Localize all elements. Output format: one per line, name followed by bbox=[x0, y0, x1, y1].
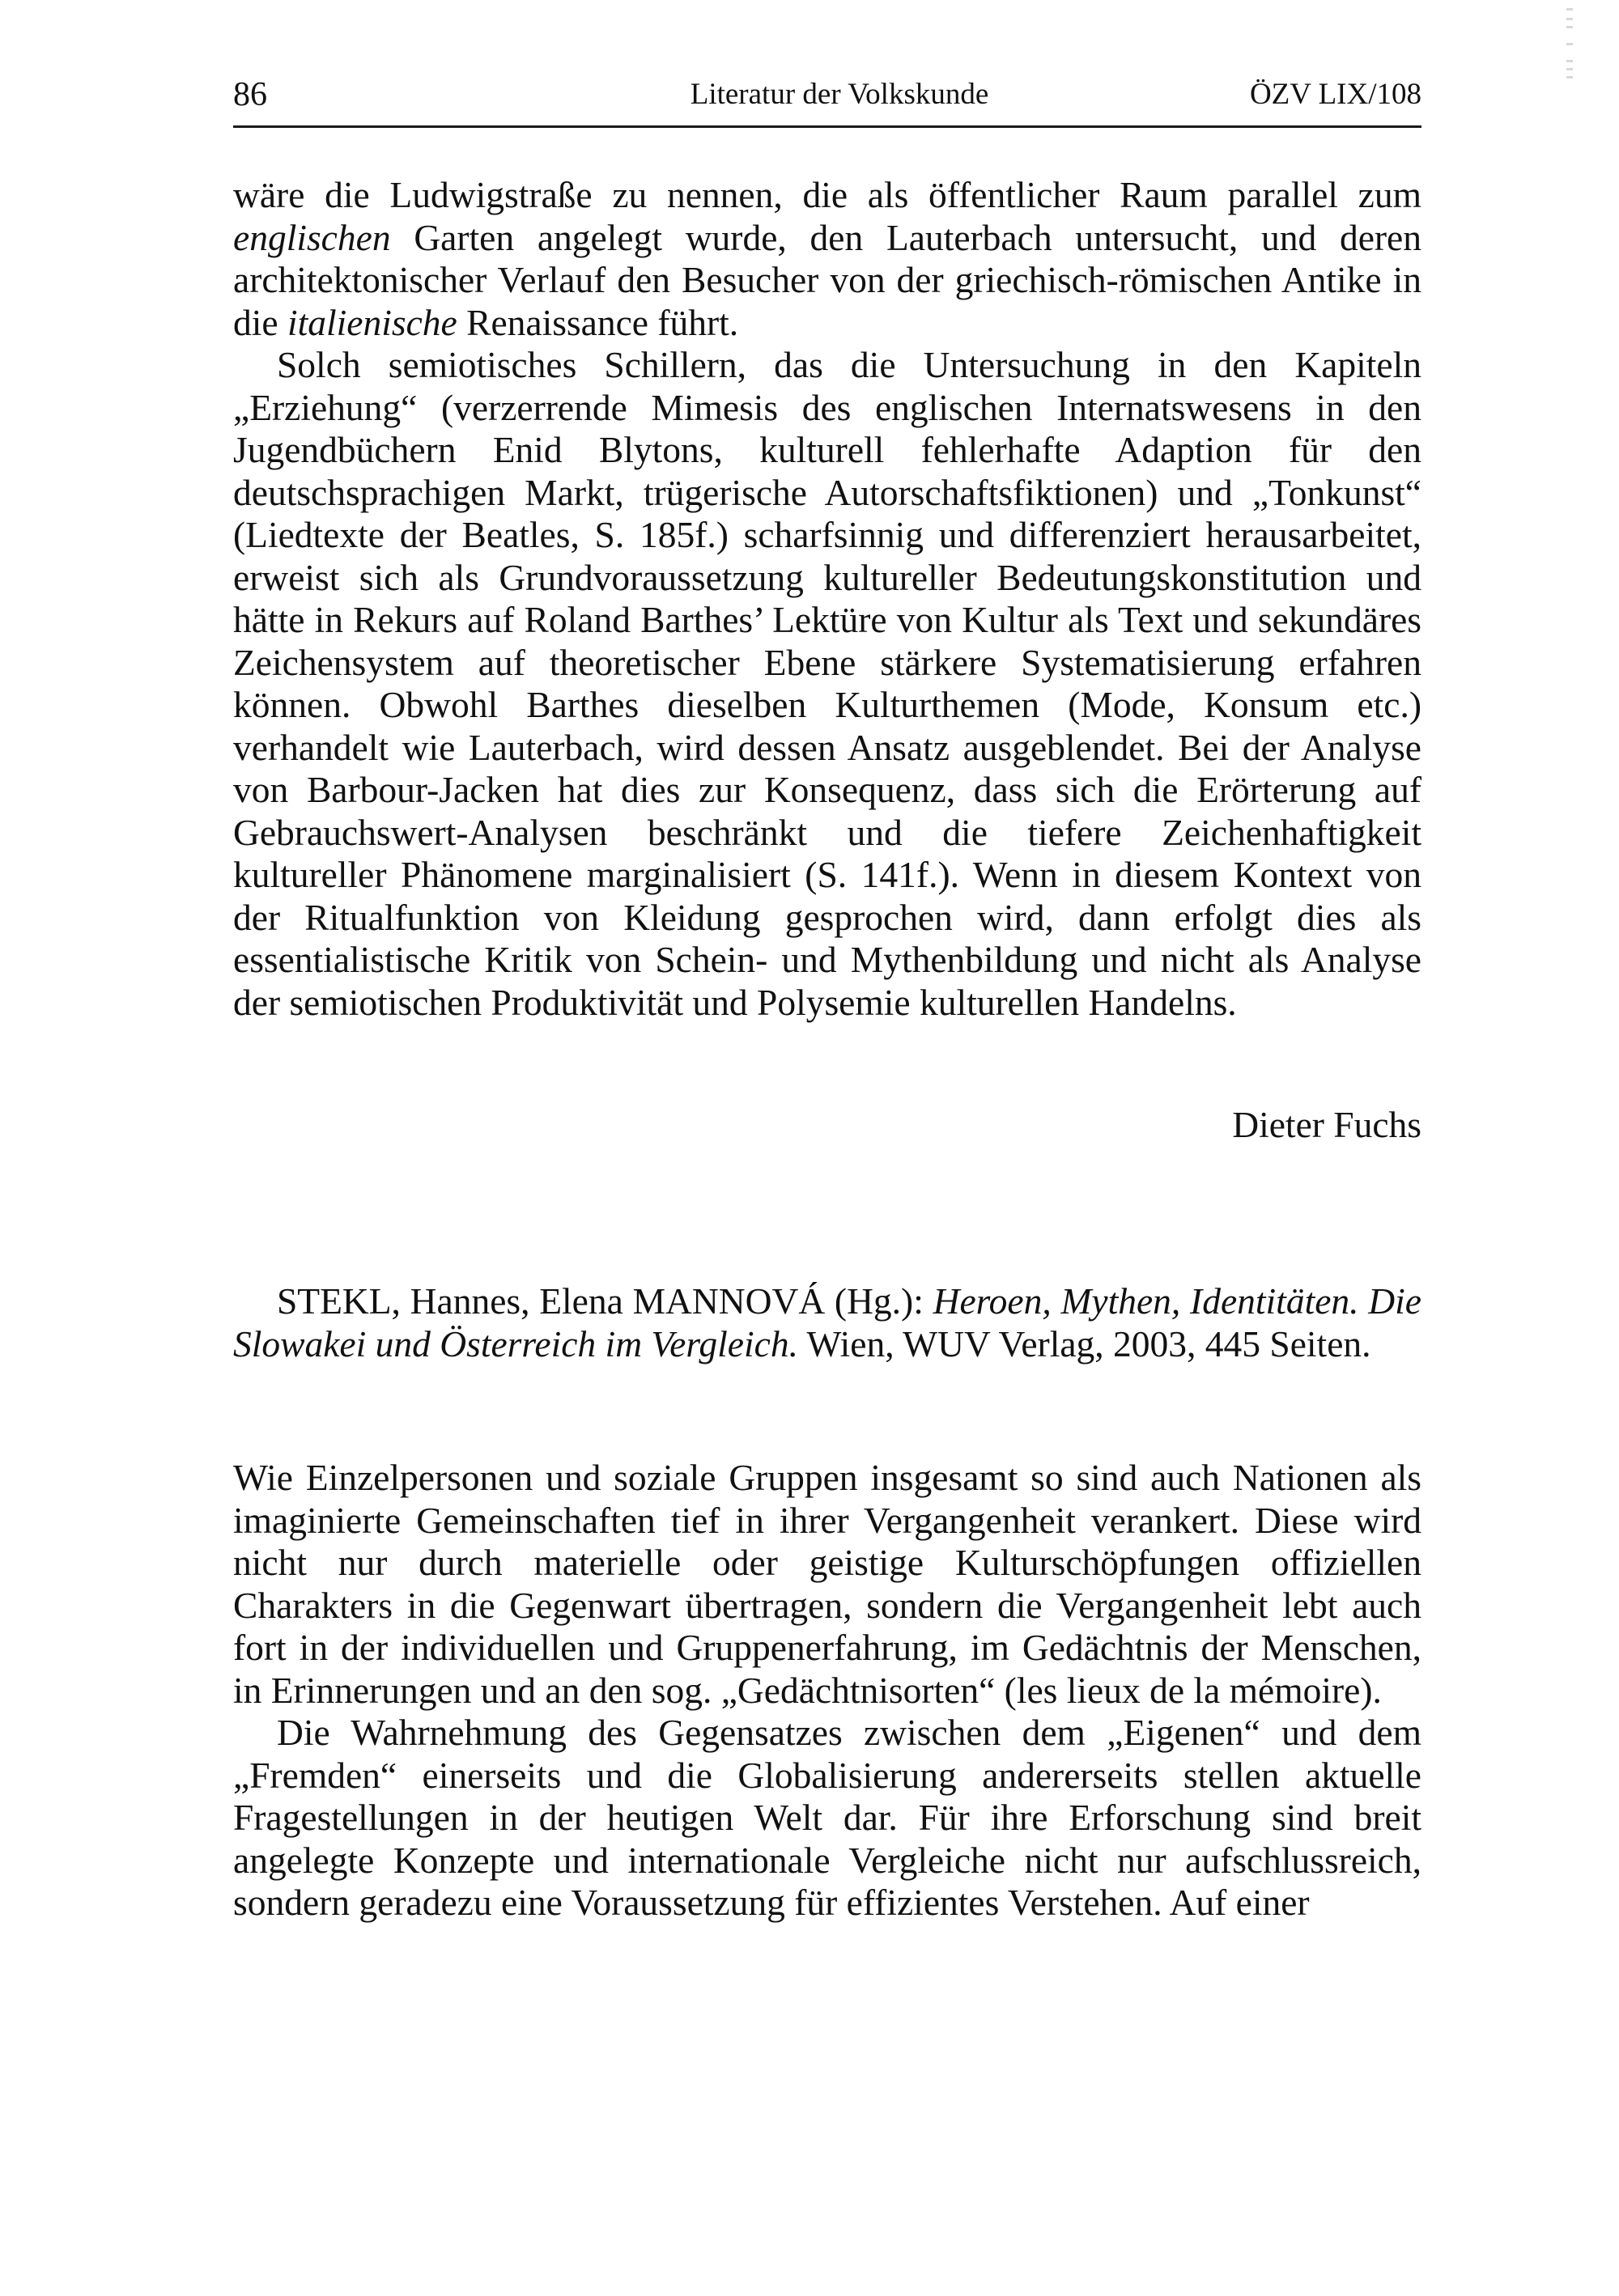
review-1-body bbox=[233, 174, 1421, 1024]
review-1-paragraph-1: wäre die Ludwigstraße zu nennen, die als öffentlicher Raum parallel zum englischen Garten angelegt wurde, den Lauterbach untersucht, und deren architektonischer Verlauf den Besucher von der griechisch-römischen Antike in die italienische Renaissance führt. bbox=[233, 174, 1421, 343]
publication-info: Wien, WUV Verlag, 2003, 445 Seiten. bbox=[797, 1322, 1371, 1364]
editors: STEKL, Hannes, Elena MANNOVÁ (Hg.): bbox=[277, 1280, 933, 1322]
bibliographic-entry bbox=[233, 1280, 1421, 1365]
review-1-paragraph-2: Solch semiotisches Schillern, das die Untersuchung in den Kapiteln „Erziehung“ (verzerrende Mimesis des englischen Internatswesens in den Jugendbüchern Enid Blytons, kulturell fehlerhafte Adaption für den deutschsprachigen Markt, trügerische Autorschaftsfiktionen) und „Tonkunst“ (Liedtexte der Beatles, S. 185f.) scharfsinnig und differenziert herausarbeitet, erweist sich als Grundvoraussetzung kultureller Bedeutungskonstitution und hätte in Rekurs auf Roland Barthes’ Lektüre von Kultur als Text und sekundäres Zeichensystem auf theoretischer Ebene stärkere Systematisierung erfahren können. Obwohl Barthes dieselben Kulturthemen (Mode, Konsum etc.) verhandelt wie Lauterbach, wird dessen Ansatz ausgeblendet. Bei der Analyse von Barbour-Jacken hat dies zur Konsequenz, dass sich die Erörterung auf Gebrauchswert-Analysen beschränkt und die tiefere Zeichenhaftigkeit kultureller Phänomene marginalisiert (S. 141f.). Wenn in diesem Kontext von der Ritualfunktion von Kleidung gesprochen wird, dann erfolgt dies als essentialistische Kritik von Schein- und Mythenbildung und nicht als Analyse der semiotischen Produktivität und Polysemie kulturellen Handelns. bbox=[233, 344, 1421, 1023]
page-number: 86 bbox=[233, 76, 267, 113]
review-2-paragraph-2: Die Wahrnehmung des Gegensatzes zwischen dem „Eigenen“ und dem „Fremden“ einerseits und die Globalisierung andererseits stellen aktuelle Fragestellungen in der heutigen Welt dar. Für ihre Erforschung sind breit angelegte Konzepte und internationale Vergleiche nicht nur aufschlussreich, sondern geradezu eine Voraussetzung für effizientes Verstehen. Auf einer bbox=[233, 1712, 1421, 1923]
italic-term: englischen bbox=[233, 216, 391, 258]
review-2-paragraph-1: Wie Einzelpersonen und soziale Gruppen insgesamt so sind auch Nationen als imaginierte Gemeinschaften tief in ihrer Vergangenheit verankert. Diese wird nicht nur durch materielle oder geistige Kulturschöpfungen offiziellen Charakters in die Gegenwart übertragen, sondern die Vergangenheit lebt auch fort in der individuellen und Gruppenerfahrung, im Gedächtnis der Menschen, in Erinnerungen und an den sog. „Gedächtnisorten“ (les lieux de la mémoire). bbox=[233, 1457, 1421, 1711]
italic-term: italienische bbox=[287, 301, 457, 343]
review-2-body bbox=[233, 1457, 1421, 1925]
scan-edge-marks bbox=[1566, 0, 1576, 2296]
book-title: Heroen, Mythen, Identitäten. Die Slowakei und Österreich im Vergleich. bbox=[233, 1280, 1421, 1364]
running-head bbox=[233, 74, 1421, 115]
section-title: Literatur der Volkskunde bbox=[690, 78, 989, 111]
header-rule-divider bbox=[233, 125, 1421, 128]
journal-reference: ÖZV LIX/108 bbox=[1249, 78, 1421, 111]
reviewer-signature: Dieter Fuchs bbox=[1232, 1104, 1421, 1145]
